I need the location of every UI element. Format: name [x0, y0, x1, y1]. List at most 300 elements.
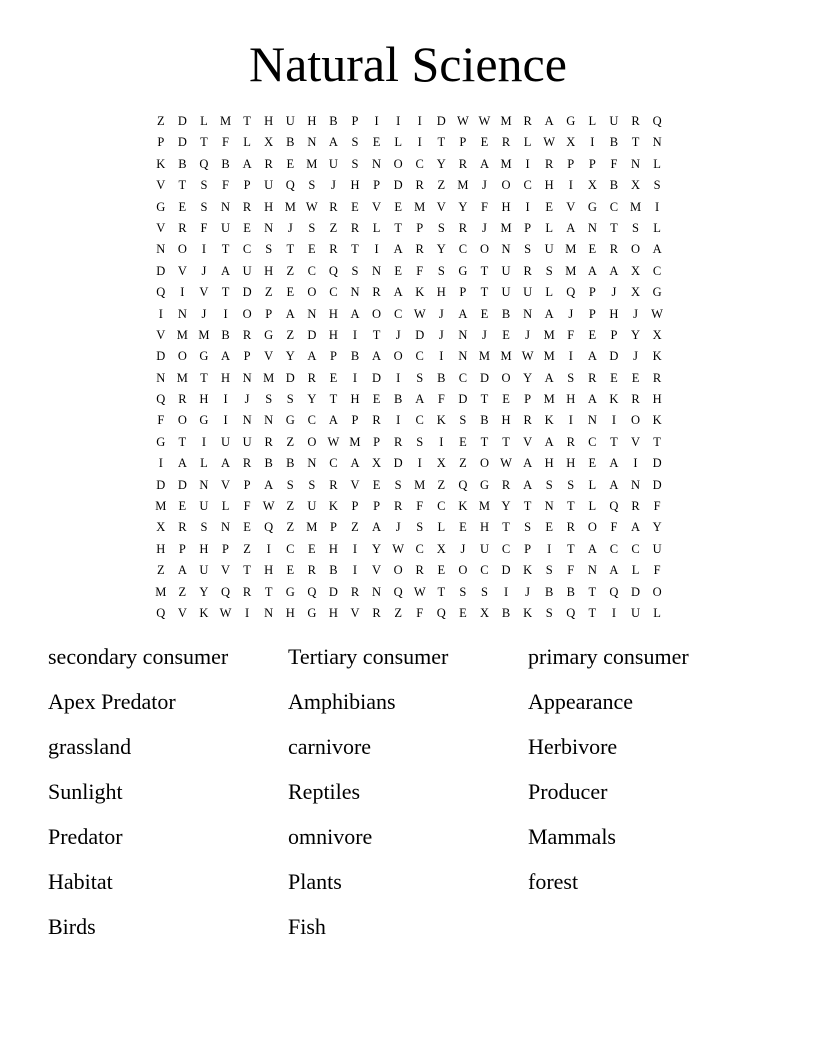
grid-letter[interactable]: J — [482, 178, 487, 193]
grid-letter[interactable]: I — [417, 456, 422, 471]
grid-letter[interactable]: P — [222, 541, 229, 556]
grid-letter[interactable]: D — [479, 370, 489, 385]
grid-letter[interactable]: Z — [459, 456, 467, 471]
grid-letter[interactable]: H — [652, 392, 662, 407]
grid-letter[interactable]: T — [566, 499, 575, 514]
grid-letter[interactable]: G — [307, 605, 317, 620]
grid-letter[interactable]: V — [566, 199, 576, 214]
grid-letter[interactable]: V — [221, 477, 231, 492]
grid-letter[interactable]: Q — [199, 156, 209, 171]
grid-letter[interactable]: E — [459, 520, 467, 535]
grid-letter[interactable]: L — [437, 520, 446, 535]
grid-letter[interactable]: J — [395, 520, 401, 535]
grid-letter[interactable]: T — [243, 114, 251, 128]
grid-letter[interactable]: E — [308, 242, 316, 257]
grid-letter[interactable]: R — [350, 220, 360, 235]
grid-letter[interactable]: I — [568, 178, 573, 193]
grid-letter[interactable]: M — [263, 370, 275, 385]
grid-letter[interactable]: M — [306, 520, 318, 535]
grid-letter[interactable]: O — [630, 242, 641, 257]
grid-letter[interactable]: Q — [307, 584, 317, 599]
grid-letter[interactable]: F — [157, 413, 165, 428]
grid-letter[interactable]: F — [243, 499, 251, 514]
grid-letter[interactable]: D — [328, 584, 338, 599]
grid-letter[interactable]: E — [502, 392, 510, 407]
grid-letter[interactable]: R — [501, 135, 511, 150]
grid-letter[interactable]: I — [525, 199, 530, 214]
grid-letter[interactable]: T — [329, 392, 338, 407]
grid-letter[interactable]: C — [242, 242, 252, 257]
grid-letter[interactable]: A — [544, 306, 554, 321]
grid-letter[interactable]: P — [243, 477, 251, 492]
grid-letter[interactable]: B — [501, 605, 511, 620]
grid-letter[interactable]: R — [523, 114, 532, 128]
grid-letter[interactable]: S — [459, 584, 467, 599]
grid-letter[interactable]: J — [568, 306, 574, 321]
grid-letter[interactable]: I — [352, 563, 358, 578]
grid-letter[interactable]: N — [523, 306, 533, 321]
grid-letter[interactable]: D — [415, 327, 425, 342]
grid-letter[interactable]: H — [350, 178, 360, 193]
grid-letter[interactable]: A — [372, 520, 382, 535]
grid-letter[interactable]: I — [352, 541, 358, 556]
grid-letter[interactable]: Q — [609, 584, 619, 599]
grid-letter[interactable]: A — [587, 263, 597, 278]
grid-letter[interactable]: S — [480, 584, 488, 599]
grid-letter[interactable]: H — [199, 392, 209, 407]
grid-letter[interactable]: R — [393, 434, 403, 449]
grid-letter[interactable]: P — [157, 135, 165, 150]
grid-letter[interactable]: B — [286, 135, 295, 150]
grid-letter[interactable]: C — [652, 263, 662, 278]
grid-letter[interactable]: M — [629, 199, 642, 214]
grid-letter[interactable]: R — [545, 156, 554, 171]
grid-letter[interactable]: T — [286, 242, 295, 257]
grid-letter[interactable]: T — [653, 434, 661, 449]
grid-letter[interactable]: E — [178, 199, 187, 214]
grid-letter[interactable]: G — [479, 477, 489, 492]
grid-letter[interactable]: E — [459, 434, 467, 449]
grid-letter[interactable]: U — [199, 499, 209, 514]
grid-letter[interactable]: E — [502, 327, 510, 342]
grid-letter[interactable]: C — [415, 541, 424, 556]
grid-letter[interactable]: W — [521, 349, 534, 364]
grid-letter[interactable]: C — [286, 541, 295, 556]
grid-letter[interactable]: M — [478, 499, 491, 514]
grid-letter[interactable]: Y — [458, 199, 468, 214]
grid-letter[interactable]: Y — [199, 584, 209, 599]
grid-letter[interactable]: R — [178, 220, 187, 235]
grid-letter[interactable]: D — [177, 135, 187, 150]
grid-letter[interactable]: V — [350, 477, 360, 492]
grid-letter[interactable]: C — [458, 370, 468, 385]
grid-letter[interactable]: M — [500, 349, 512, 364]
grid-letter[interactable]: B — [221, 156, 230, 171]
grid-letter[interactable]: C — [631, 541, 640, 556]
grid-letter[interactable]: L — [394, 135, 402, 150]
grid-letter[interactable]: H — [566, 392, 576, 407]
grid-letter[interactable]: S — [459, 413, 467, 428]
grid-letter[interactable]: F — [610, 520, 618, 535]
grid-letter[interactable]: R — [329, 477, 338, 492]
grid-letter[interactable]: I — [611, 413, 617, 428]
grid-letter[interactable]: F — [610, 156, 618, 171]
grid-letter[interactable]: F — [222, 135, 229, 150]
grid-letter[interactable]: V — [372, 563, 382, 578]
grid-letter[interactable]: P — [351, 413, 359, 428]
grid-letter[interactable]: A — [221, 456, 231, 471]
grid-letter[interactable]: I — [158, 456, 163, 471]
grid-letter[interactable]: R — [501, 477, 511, 492]
grid-letter[interactable]: Z — [437, 477, 446, 492]
grid-letter[interactable]: B — [329, 563, 338, 578]
grid-letter[interactable]: I — [396, 114, 401, 128]
grid-letter[interactable]: P — [416, 220, 424, 235]
grid-letter[interactable]: E — [588, 327, 597, 342]
grid-letter[interactable]: M — [306, 156, 318, 171]
grid-letter[interactable]: R — [372, 285, 381, 300]
grid-letter[interactable]: J — [201, 306, 207, 321]
grid-letter[interactable]: L — [243, 135, 251, 150]
grid-letter[interactable]: L — [653, 156, 661, 171]
grid-letter[interactable]: A — [177, 456, 187, 471]
grid-letter[interactable]: R — [523, 263, 532, 278]
grid-letter[interactable]: X — [156, 520, 166, 535]
grid-letter[interactable]: Z — [156, 563, 165, 578]
grid-letter[interactable]: Q — [393, 584, 403, 599]
grid-letter[interactable]: Q — [566, 285, 576, 300]
grid-letter[interactable]: M — [284, 199, 296, 214]
grid-letter[interactable]: V — [350, 605, 360, 620]
grid-letter[interactable]: H — [328, 541, 338, 556]
grid-letter[interactable]: H — [501, 199, 511, 214]
grid-letter[interactable]: N — [156, 370, 166, 385]
grid-letter[interactable]: R — [458, 220, 468, 235]
grid-letter[interactable]: D — [156, 349, 166, 364]
grid-letter[interactable]: Q — [566, 605, 576, 620]
grid-letter[interactable]: R — [631, 392, 640, 407]
grid-letter[interactable]: H — [285, 605, 295, 620]
grid-letter[interactable]: I — [201, 242, 207, 257]
grid-letter[interactable]: Y — [436, 242, 446, 257]
grid-letter[interactable]: N — [264, 413, 274, 428]
grid-letter[interactable]: Y — [436, 156, 446, 171]
grid-letter[interactable]: D — [630, 584, 641, 599]
grid-letter[interactable]: E — [286, 563, 295, 578]
grid-letter[interactable]: R — [372, 413, 381, 428]
grid-letter[interactable]: S — [200, 520, 208, 535]
grid-letter[interactable]: G — [587, 199, 597, 214]
grid-letter[interactable]: L — [372, 220, 381, 235]
grid-letter[interactable]: U — [609, 114, 619, 128]
grid-letter[interactable]: Q — [156, 285, 166, 300]
grid-letter[interactable]: F — [416, 605, 424, 620]
grid-letter[interactable]: S — [545, 605, 553, 620]
grid-letter[interactable]: M — [219, 114, 232, 128]
grid-letter[interactable]: O — [177, 413, 187, 428]
grid-letter[interactable]: G — [285, 584, 295, 599]
grid-letter[interactable]: M — [349, 434, 361, 449]
grid-letter[interactable]: D — [177, 114, 187, 128]
grid-letter[interactable]: T — [610, 220, 618, 235]
grid-letter[interactable]: B — [545, 584, 554, 599]
grid-letter[interactable]: V — [630, 434, 641, 449]
grid-letter[interactable]: W — [651, 306, 663, 321]
grid-letter[interactable]: J — [287, 220, 293, 235]
grid-letter[interactable]: C — [609, 541, 619, 556]
grid-letter[interactable]: Q — [328, 263, 338, 278]
grid-letter[interactable]: R — [631, 499, 640, 514]
grid-letter[interactable]: S — [265, 392, 273, 407]
grid-letter[interactable]: B — [350, 349, 360, 364]
grid-letter[interactable]: N — [630, 156, 641, 171]
grid-letter[interactable]: H — [264, 263, 274, 278]
grid-letter[interactable]: N — [242, 413, 252, 428]
grid-letter[interactable]: P — [178, 541, 186, 556]
grid-letter[interactable]: I — [374, 242, 379, 257]
grid-letter[interactable]: R — [588, 370, 597, 385]
grid-letter[interactable]: S — [567, 477, 575, 492]
grid-letter[interactable]: A — [285, 306, 295, 321]
grid-letter[interactable]: I — [590, 135, 595, 150]
grid-letter[interactable]: I — [266, 541, 271, 556]
grid-letter[interactable]: X — [479, 605, 489, 620]
grid-letter[interactable]: V — [177, 263, 187, 278]
grid-letter[interactable]: I — [547, 541, 552, 556]
grid-letter[interactable]: A — [393, 242, 403, 257]
grid-letter[interactable]: T — [631, 135, 640, 150]
grid-letter[interactable]: K — [328, 499, 338, 514]
grid-letter[interactable]: W — [219, 605, 232, 620]
grid-letter[interactable]: S — [524, 242, 532, 257]
grid-letter[interactable]: U — [242, 263, 252, 278]
grid-letter[interactable]: E — [545, 520, 554, 535]
grid-letter[interactable]: E — [308, 541, 316, 556]
grid-letter[interactable]: B — [501, 306, 511, 321]
grid-letter[interactable]: U — [285, 114, 295, 128]
grid-letter[interactable]: K — [156, 156, 166, 171]
grid-letter[interactable]: S — [545, 563, 553, 578]
grid-letter[interactable]: S — [524, 520, 532, 535]
grid-letter[interactable]: J — [482, 220, 487, 235]
grid-letter[interactable]: Z — [286, 263, 295, 278]
grid-letter[interactable]: J — [633, 306, 638, 321]
grid-letter[interactable]: N — [544, 499, 554, 514]
grid-letter[interactable]: A — [544, 114, 554, 128]
grid-letter[interactable]: K — [652, 349, 662, 364]
grid-letter[interactable]: X — [652, 327, 662, 342]
grid-letter[interactable]: H — [328, 306, 338, 321]
grid-letter[interactable]: G — [652, 285, 662, 300]
grid-letter[interactable]: T — [480, 434, 489, 449]
grid-letter[interactable]: P — [588, 156, 596, 171]
grid-letter[interactable]: T — [178, 434, 187, 449]
grid-letter[interactable]: D — [393, 456, 403, 471]
grid-letter[interactable]: S — [416, 520, 424, 535]
grid-letter[interactable]: P — [588, 285, 596, 300]
grid-letter[interactable]: F — [480, 199, 488, 214]
grid-letter[interactable]: H — [436, 285, 446, 300]
grid-letter[interactable]: L — [653, 220, 661, 235]
grid-letter[interactable]: F — [437, 392, 445, 407]
grid-letter[interactable]: A — [221, 263, 231, 278]
grid-letter[interactable]: O — [372, 306, 382, 321]
grid-letter[interactable]: R — [652, 370, 662, 385]
grid-letter[interactable]: B — [393, 392, 403, 407]
grid-letter[interactable]: N — [177, 306, 187, 321]
grid-letter[interactable]: Q — [156, 392, 166, 407]
grid-letter[interactable]: M — [155, 499, 167, 514]
grid-letter[interactable]: O — [652, 584, 662, 599]
grid-letter[interactable]: E — [372, 392, 381, 407]
grid-letter[interactable]: T — [480, 263, 489, 278]
grid-letter[interactable]: N — [156, 242, 166, 257]
grid-letter[interactable]: B — [329, 114, 338, 128]
grid-letter[interactable]: B — [178, 156, 187, 171]
grid-letter[interactable]: Y — [501, 499, 511, 514]
grid-letter[interactable]: Q — [156, 605, 166, 620]
grid-letter[interactable]: E — [437, 563, 446, 578]
grid-letter[interactable]: F — [653, 563, 661, 578]
grid-letter[interactable]: O — [177, 242, 187, 257]
grid-letter[interactable]: E — [178, 499, 187, 514]
grid-letter[interactable]: T — [243, 563, 251, 578]
grid-letter[interactable]: P — [459, 135, 467, 150]
grid-letter[interactable]: S — [394, 477, 402, 492]
grid-letter[interactable]: T — [394, 220, 402, 235]
grid-letter[interactable]: C — [415, 156, 424, 171]
grid-letter[interactable]: W — [413, 306, 426, 321]
grid-letter[interactable]: N — [221, 199, 231, 214]
grid-letter[interactable]: P — [329, 520, 337, 535]
grid-letter[interactable]: C — [393, 306, 403, 321]
grid-letter[interactable]: B — [221, 327, 230, 342]
grid-letter[interactable]: A — [458, 306, 468, 321]
grid-letter[interactable]: J — [633, 349, 638, 364]
grid-letter[interactable]: U — [501, 263, 511, 278]
grid-letter[interactable]: P — [351, 114, 359, 128]
grid-letter[interactable]: H — [264, 563, 274, 578]
grid-letter[interactable]: S — [545, 477, 553, 492]
grid-letter[interactable]: R — [523, 413, 532, 428]
grid-letter[interactable]: A — [609, 477, 619, 492]
grid-letter[interactable]: H — [221, 370, 231, 385]
grid-letter[interactable]: A — [328, 413, 338, 428]
grid-letter[interactable]: H — [479, 520, 489, 535]
grid-letter[interactable]: I — [245, 605, 250, 620]
grid-letter[interactable]: P — [459, 285, 467, 300]
grid-letter[interactable]: R — [458, 156, 468, 171]
grid-letter[interactable]: V — [177, 605, 187, 620]
grid-letter[interactable]: C — [588, 434, 597, 449]
grid-letter[interactable]: M — [176, 370, 188, 385]
grid-letter[interactable]: I — [396, 370, 401, 385]
grid-letter[interactable]: V — [156, 327, 166, 342]
grid-letter[interactable]: A — [630, 520, 641, 535]
grid-letter[interactable]: Z — [394, 605, 402, 620]
grid-letter[interactable]: E — [351, 199, 359, 214]
grid-letter[interactable]: S — [416, 370, 424, 385]
grid-letter[interactable]: V — [523, 434, 533, 449]
grid-letter[interactable]: Q — [221, 584, 231, 599]
grid-letter[interactable]: O — [307, 285, 317, 300]
grid-letter[interactable]: F — [200, 220, 208, 235]
grid-letter[interactable]: K — [609, 392, 619, 407]
grid-letter[interactable]: M — [155, 584, 167, 599]
grid-letter[interactable]: A — [544, 434, 554, 449]
grid-letter[interactable]: T — [480, 392, 489, 407]
grid-letter[interactable]: L — [588, 499, 597, 514]
grid-letter[interactable]: E — [394, 199, 402, 214]
grid-letter[interactable]: S — [632, 220, 639, 235]
grid-letter[interactable]: S — [351, 156, 359, 171]
grid-letter[interactable]: I — [223, 306, 228, 321]
grid-letter[interactable]: C — [307, 263, 316, 278]
grid-letter[interactable]: W — [456, 114, 469, 128]
grid-letter[interactable]: N — [372, 263, 382, 278]
grid-letter[interactable]: T — [502, 434, 510, 449]
grid-letter[interactable]: E — [286, 285, 295, 300]
grid-letter[interactable]: H — [609, 306, 619, 321]
grid-letter[interactable]: P — [329, 349, 337, 364]
grid-letter[interactable]: C — [329, 285, 338, 300]
grid-letter[interactable]: O — [242, 306, 252, 321]
grid-letter[interactable]: I — [611, 605, 617, 620]
grid-letter[interactable]: V — [221, 563, 231, 578]
grid-letter[interactable]: A — [242, 156, 252, 171]
grid-letter[interactable]: J — [244, 392, 250, 407]
grid-letter[interactable]: G — [156, 199, 166, 214]
grid-letter[interactable]: S — [200, 199, 208, 214]
grid-letter[interactable]: P — [351, 499, 359, 514]
grid-letter[interactable]: T — [566, 541, 575, 556]
grid-letter[interactable]: D — [156, 263, 166, 278]
grid-letter[interactable]: M — [565, 242, 577, 257]
grid-letter[interactable]: A — [587, 392, 597, 407]
grid-letter[interactable]: Y — [372, 541, 382, 556]
grid-letter[interactable]: W — [392, 541, 405, 556]
grid-letter[interactable]: O — [479, 242, 489, 257]
grid-letter[interactable]: P — [524, 392, 532, 407]
grid-letter[interactable]: R — [307, 370, 316, 385]
grid-letter[interactable]: R — [178, 520, 187, 535]
grid-letter[interactable]: S — [286, 392, 294, 407]
grid-letter[interactable]: R — [242, 327, 252, 342]
grid-letter[interactable]: E — [243, 220, 251, 235]
grid-letter[interactable]: B — [286, 456, 295, 471]
grid-letter[interactable]: W — [413, 584, 426, 599]
grid-letter[interactable]: P — [524, 220, 532, 235]
grid-letter[interactable]: T — [372, 327, 381, 342]
grid-letter[interactable]: U — [307, 499, 317, 514]
grid-letter[interactable]: N — [458, 349, 468, 364]
grid-letter[interactable]: S — [308, 220, 316, 235]
grid-letter[interactable]: I — [417, 114, 422, 128]
grid-letter[interactable]: K — [199, 605, 209, 620]
grid-letter[interactable]: E — [480, 306, 489, 321]
grid-letter[interactable]: S — [567, 370, 575, 385]
grid-letter[interactable]: M — [500, 114, 512, 128]
grid-letter[interactable]: H — [566, 456, 576, 471]
grid-letter[interactable]: T — [221, 285, 230, 300]
grid-letter[interactable]: N — [199, 477, 209, 492]
grid-letter[interactable]: J — [395, 327, 401, 342]
grid-letter[interactable]: D — [501, 563, 511, 578]
grid-letter[interactable]: C — [415, 413, 424, 428]
grid-letter[interactable]: A — [372, 349, 382, 364]
grid-letter[interactable]: I — [439, 434, 444, 449]
grid-letter[interactable]: R — [566, 520, 575, 535]
